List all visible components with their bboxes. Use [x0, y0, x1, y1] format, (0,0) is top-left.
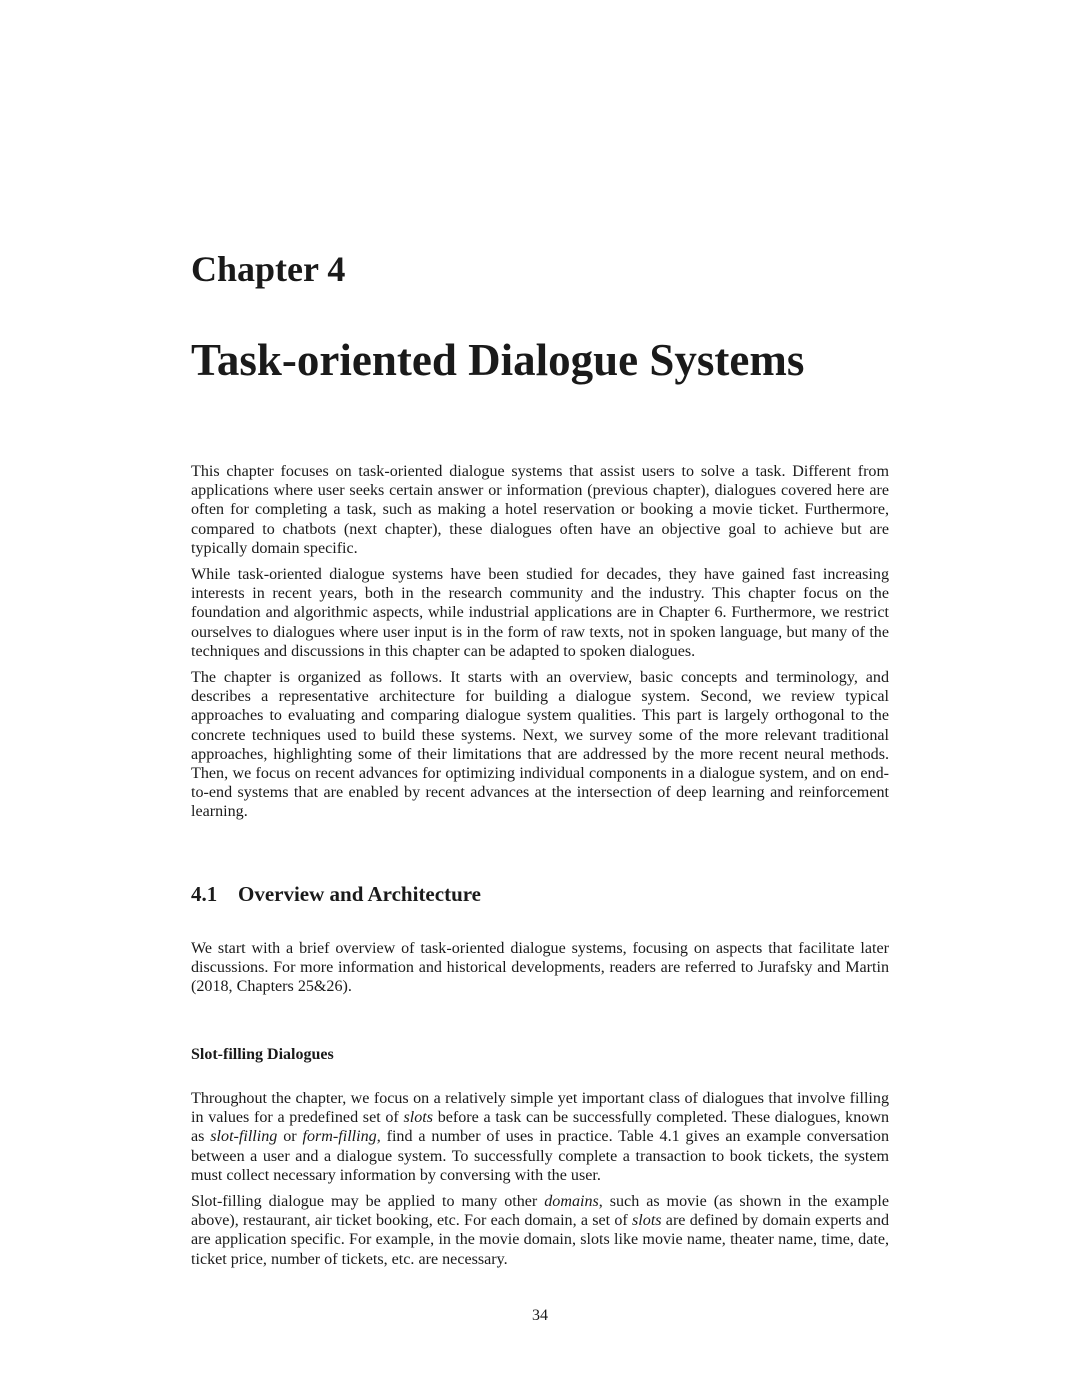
text-run: Throughout the chapter, we focus on a relatively simple yet important class of dialogues that involve filling in values for a predefined set of: [191, 1090, 889, 1127]
chapter-label: Chapter 4: [191, 249, 346, 289]
text-run: before a task can be successfully completed. These dialogues, known as: [191, 1109, 889, 1146]
emphasis-slots: slots: [632, 1212, 662, 1230]
section-heading: [191, 882, 481, 907]
intro-paragraph-2: While task-oriented dialogue systems have been studied for decades, they have gained fast increasing interests in recent years, both in the research community and the industry. This chapter focus on the foundation and algorithmic aspects, while industrial applications are in Chapter 6. Furthermore, we restrict ourselves to dialogues where user input is in the form of raw texts, not in spoken language, but many of the techniques and discussions in this chapter can be adapted to spoken dialogues.: [191, 566, 889, 660]
emphasis-form-filling: form-filling: [302, 1128, 377, 1146]
section-body: [191, 939, 889, 1004]
subsection-body: [191, 1089, 889, 1276]
section-title: Overview and Architecture: [238, 882, 482, 906]
text-run: are defined by domain experts and are application specific. For example, in the movie domain, slots like movie name, theater name, time, date, ticket price, number of tickets, etc. are necessary.: [191, 1212, 889, 1268]
intro-paragraph-3: The chapter is organized as follows. It starts with an overview, basic concepts and terminology, and describes a representative architecture for building a dialogue system. Second, we review typical approaches to evaluating and comparing dialogue system qualities. This part is largely orthogonal to the concrete techniques used to build these systems. Next, we survey some of the more relevant traditional approaches, highlighting some of their limitations that are addressed by the more recent neural methods. Then, we focus on recent advances for optimizing individual components in a dialogue system, and on end-to-end systems that are enabled by recent advances at the intersection of deep learning and reinforcement learning.: [191, 669, 889, 821]
page-number: 34: [532, 1307, 548, 1324]
text-run: , find a number of uses in practice. Table 4.1 gives an example conversation between a user and a dialogue system. To successfully complete a transaction to book tickets, the system must collect necessary information by conversing with the user.: [191, 1128, 890, 1184]
text-run: , such as movie (as shown in the example above), restaurant, air ticket booking, etc. For each domain, a set of: [191, 1193, 889, 1230]
emphasis-slots: slots: [403, 1109, 434, 1127]
subsection-paragraph-1: [191, 1089, 889, 1185]
chapter-intro: [191, 462, 889, 829]
chapter-title: Task-oriented Dialogue Systems: [191, 335, 805, 385]
section-paragraph-1: We start with a brief overview of task-oriented dialogue systems, focusing on aspects that facilitate later discussions. For more information and historical developments, readers are referred to Jurafsky and Martin (2018, Chapters 25&26).: [191, 940, 889, 996]
intro-paragraph-1: This chapter focuses on task-oriented dialogue systems that assist users to solve a task. Different from applications where user seeks certain answer or information (previous chapter), dialogues covered here are often for completing a task, such as making a hotel reservation or booking a movie ticket. Furthermore, compared to chatbots (next chapter), these dialogues often have an objective goal to achieve but are typically domain specific.: [191, 463, 889, 557]
emphasis-slot-filling: slot-filling: [210, 1128, 278, 1146]
text-run: Slot-filling dialogue may be applied to many other: [191, 1193, 545, 1211]
section-number: 4.1: [191, 882, 218, 906]
subsection-paragraph-2: [191, 1192, 889, 1269]
subsection-heading: Slot-filling Dialogues: [191, 1046, 334, 1063]
text-run: or: [277, 1128, 303, 1146]
emphasis-domains: domains: [544, 1193, 599, 1211]
